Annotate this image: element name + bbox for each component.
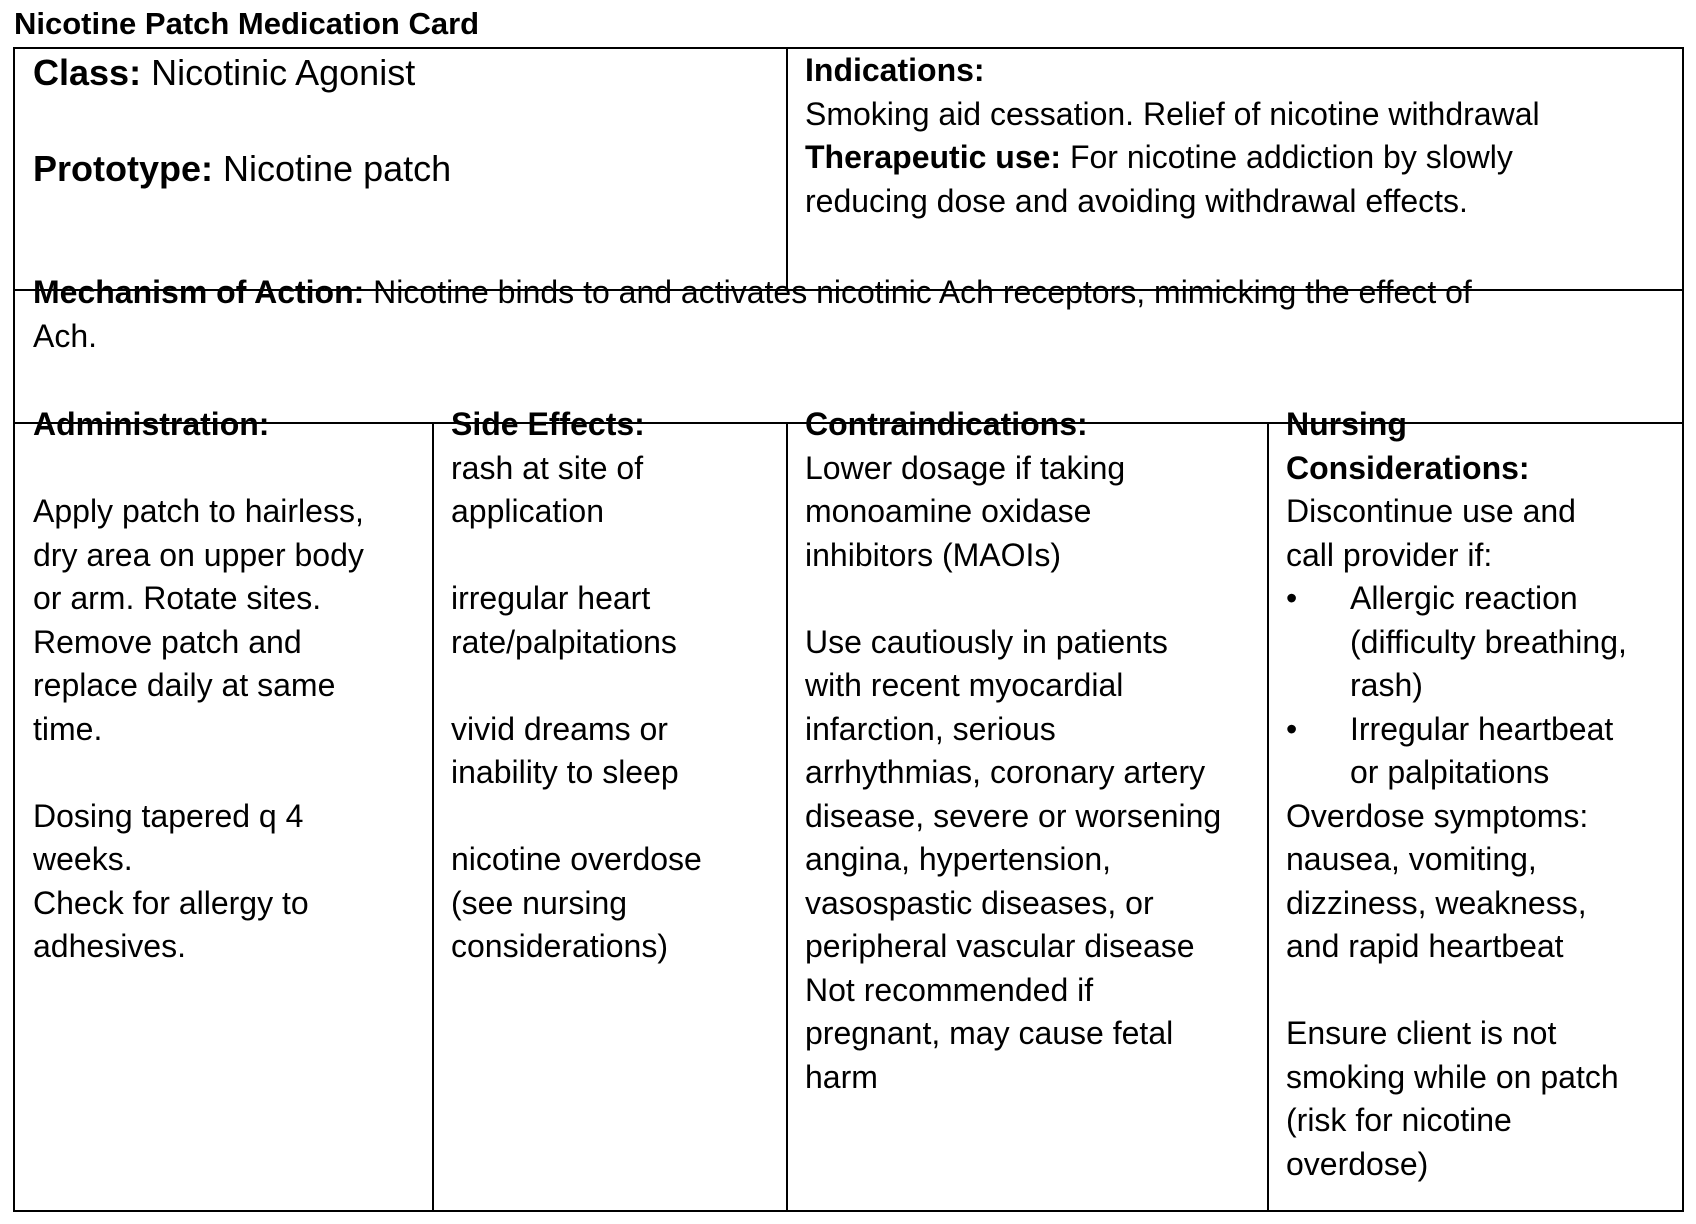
text-line: pregnant, may cause fetal xyxy=(805,1015,1174,1051)
text-line: Dosing tapered q 4 xyxy=(33,797,304,834)
text-line xyxy=(805,577,1265,621)
text-line: harm xyxy=(805,1058,878,1095)
side-effects-cell xyxy=(451,403,784,1211)
text-line xyxy=(451,534,784,578)
text-line: vasospastic diseases, or xyxy=(805,884,1154,921)
text-line: weeks. xyxy=(33,841,133,877)
text-line: Check for allergy to xyxy=(33,884,309,921)
therapeutic-text: For nicotine addiction by slowly xyxy=(1069,139,1513,175)
column-divider-3 xyxy=(1267,422,1269,1212)
class-line xyxy=(33,49,778,97)
nursing-label-1: Nursing xyxy=(1286,406,1407,442)
text-line: considerations) xyxy=(451,928,668,964)
bullet-text: Irregular heartbeat xyxy=(1350,710,1614,747)
mechanism-cell xyxy=(33,271,1673,421)
text-line: Overdose symptoms: xyxy=(1286,797,1589,834)
class-label: Class: xyxy=(33,52,142,93)
nursing-bullet-list xyxy=(1286,577,1681,795)
text-line: peripheral vascular disease xyxy=(805,928,1195,964)
administration-label: Administration: xyxy=(33,406,270,442)
bullet-dot-icon: • xyxy=(1286,580,1298,616)
text-line: arrhythmias, coronary artery xyxy=(805,754,1206,790)
indications-label: Indications: xyxy=(805,52,985,88)
text-line: Ensure client is not xyxy=(1286,1015,1557,1051)
text-line: (see nursing xyxy=(451,884,628,921)
nursing-label-2: Considerations: xyxy=(1286,449,1530,486)
text-line: irregular heart xyxy=(451,580,651,616)
text-line: with recent myocardial xyxy=(805,667,1124,703)
text-line: overdose) xyxy=(1286,1145,1429,1182)
contraindications-lines xyxy=(805,447,1265,1100)
text-line: Apply patch to hairless, xyxy=(33,493,364,529)
text-line xyxy=(33,751,428,795)
bullet-text: Allergic reaction xyxy=(1350,580,1578,616)
text-line: monoamine oxidase xyxy=(805,493,1092,529)
prototype-value: Nicotine patch xyxy=(223,148,452,189)
text-line: Not recommended if xyxy=(805,971,1094,1008)
mechanism-label: Mechanism of Action: xyxy=(33,274,365,310)
text-line: dry area on upper body xyxy=(33,536,364,573)
text-line: angina, hypertension, xyxy=(805,841,1111,877)
contraindications-cell xyxy=(805,403,1265,1211)
text-line: rash at site of xyxy=(451,449,644,486)
text-line: replace daily at same xyxy=(33,667,336,703)
ensure-lines xyxy=(1286,1012,1681,1186)
text-line xyxy=(451,795,784,839)
text-line: application xyxy=(451,493,604,529)
indications-text: Smoking aid cessation. Relief of nicotine withdrawal xyxy=(805,95,1540,132)
nursing-intro-2: call provider if: xyxy=(1286,536,1493,573)
text-line: smoking while on patch xyxy=(1286,1058,1619,1095)
nursing-bullet-item xyxy=(1286,708,1681,795)
bullet-text: or palpitations xyxy=(1350,754,1550,790)
text-line: inability to sleep xyxy=(451,754,679,790)
indications-cell xyxy=(805,49,1680,287)
bullet-dot-icon: • xyxy=(1286,710,1298,747)
text-line: and rapid heartbeat xyxy=(1286,928,1564,964)
page-title: Nicotine Patch Medication Card xyxy=(14,6,480,41)
text-line: (risk for nicotine xyxy=(1286,1102,1512,1138)
class-value: Nicotinic Agonist xyxy=(151,52,416,93)
text-line: or arm. Rotate sites. xyxy=(33,580,322,616)
nursing-bullet-item xyxy=(1286,577,1681,708)
bullet-text: rash) xyxy=(1350,667,1423,703)
column-divider-top xyxy=(786,49,788,289)
mechanism-text: Nicotine binds to and activates nicotinic Ach receptors, mimicking the effect of xyxy=(373,274,1472,310)
mechanism-text-continued: Ach. xyxy=(33,317,98,354)
administration-lines xyxy=(33,490,428,969)
mechanism-line xyxy=(33,271,1673,315)
administration-cell xyxy=(33,403,428,1211)
therapeutic-label: Therapeutic use: xyxy=(805,139,1062,175)
text-line: nicotine overdose xyxy=(451,841,702,877)
text-line: nausea, vomiting, xyxy=(1286,841,1537,877)
text-line xyxy=(451,664,784,708)
column-divider-2 xyxy=(786,422,788,1212)
text-line: disease, severe or worsening xyxy=(805,797,1222,834)
text-line: vivid dreams or xyxy=(451,710,668,747)
therapeutic-text-continued: reducing dose and avoiding withdrawal effects. xyxy=(805,182,1468,219)
text-line: Remove patch and xyxy=(33,623,302,660)
text-line: time. xyxy=(33,710,103,747)
prototype-line xyxy=(33,145,778,193)
text-line: inhibitors (MAOIs) xyxy=(805,536,1062,573)
class-prototype-cell xyxy=(33,49,778,287)
side-effects-label: Side Effects: xyxy=(451,406,645,442)
column-divider-1 xyxy=(432,422,434,1212)
nursing-intro-1: Discontinue use and xyxy=(1286,493,1576,529)
text-line: dizziness, weakness, xyxy=(1286,884,1587,921)
text-line: Use cautiously in patients xyxy=(805,623,1168,660)
nursing-cell xyxy=(1286,403,1681,1211)
prototype-label: Prototype: xyxy=(33,148,213,189)
contraindications-label: Contraindications: xyxy=(805,406,1088,442)
text-line: Lower dosage if taking xyxy=(805,449,1126,486)
medication-card-table xyxy=(13,47,1684,1212)
side-effects-lines xyxy=(451,447,784,969)
text-line: rate/palpitations xyxy=(451,623,677,660)
text-line: infarction, serious xyxy=(805,710,1056,747)
overdose-lines xyxy=(1286,795,1681,969)
bullet-text: (difficulty breathing, xyxy=(1350,623,1627,660)
therapeutic-line xyxy=(805,136,1680,180)
text-line: adhesives. xyxy=(33,928,186,964)
